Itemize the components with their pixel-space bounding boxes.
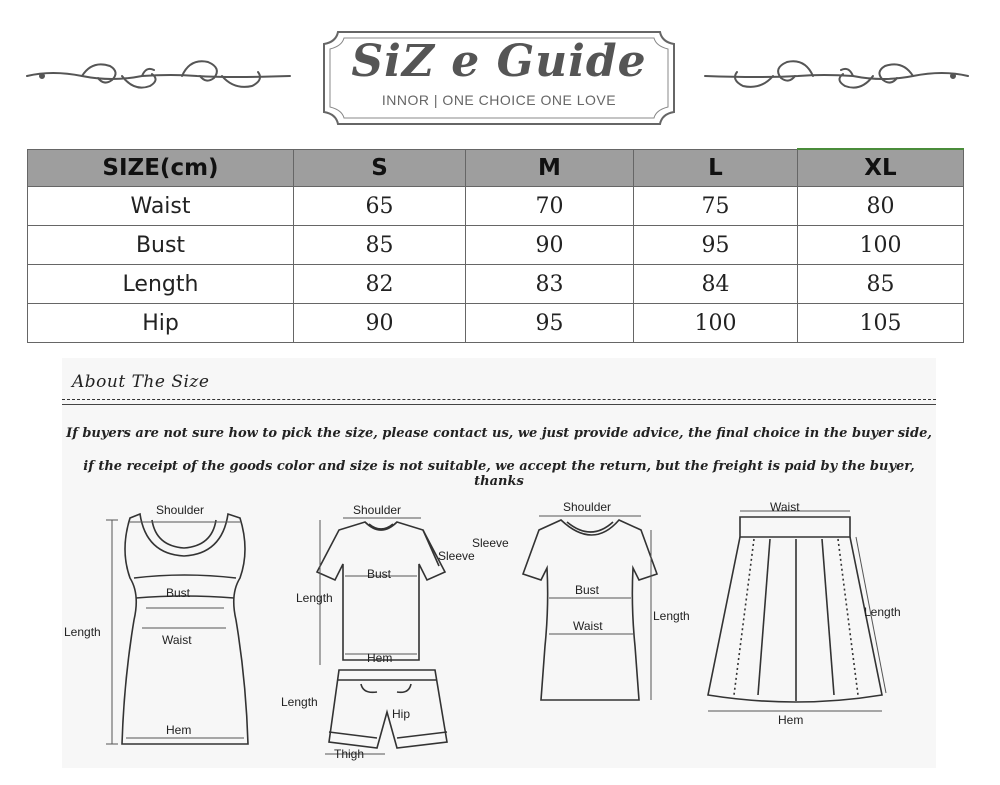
column-header-l: L: [634, 149, 798, 187]
table-cell: 90: [294, 304, 466, 343]
table-cell: 83: [466, 265, 634, 304]
tshirt-label-bust: Bust: [367, 567, 392, 581]
table-cell: 100: [634, 304, 798, 343]
top-label-waist: Waist: [573, 619, 603, 633]
top-label-length: Length: [653, 609, 690, 623]
tshirt-label-hem: Hem: [367, 651, 393, 665]
divider-dashed: [62, 399, 936, 400]
dress-label-bust: Bust: [166, 586, 191, 600]
tshirt-label-length: Length: [296, 591, 333, 605]
skirt-label-hem: Hem: [778, 713, 804, 727]
size-chart-table: [27, 148, 964, 343]
skirt-label-length: Length: [864, 605, 901, 619]
column-header-m: M: [466, 149, 634, 187]
table-row: [28, 304, 964, 343]
table-cell: 95: [466, 304, 634, 343]
table-cell: 85: [294, 226, 466, 265]
dress-label-shoulder: Shoulder: [156, 503, 205, 517]
table-cell: 105: [798, 304, 964, 343]
table-cell: 100: [798, 226, 964, 265]
column-header-s: S: [294, 149, 466, 187]
dress-label-hem: Hem: [166, 723, 192, 737]
table-cell: 85: [798, 265, 964, 304]
skirt-icon: [700, 505, 890, 720]
shorts-label-thigh: Thigh: [334, 747, 365, 761]
column-header-size: SIZE(cm): [28, 149, 294, 187]
dress-label-length: Length: [64, 625, 101, 639]
shorts-label-hip: Hip: [392, 707, 411, 721]
right-flourish-ornament: [698, 52, 973, 98]
shorts-label-length: Length: [281, 695, 318, 709]
table-row: [28, 265, 964, 304]
top-diagram: [515, 510, 665, 710]
table-header-row: [28, 149, 964, 187]
table-cell: 75: [634, 187, 798, 226]
dress-icon: [90, 500, 280, 760]
left-flourish-ornament: [22, 52, 297, 98]
shorts-icon: [325, 666, 455, 758]
tshirt-diagram: [315, 510, 465, 670]
table-cell: 90: [466, 226, 634, 265]
top-label-bust: Bust: [575, 583, 600, 597]
column-header-xl: XL: [798, 149, 964, 187]
table-cell: 80: [798, 187, 964, 226]
table-cell: 95: [634, 226, 798, 265]
skirt-label-waist: Waist: [770, 500, 800, 514]
size-guide-title: SiZ e Guide: [351, 36, 647, 87]
tshirt-label-sleeve: Sleeve: [438, 549, 475, 563]
row-label-waist: Waist: [28, 187, 294, 226]
size-guide-header: [0, 0, 1000, 140]
brand-tagline: INNOR | ONE CHOICE ONE LOVE: [381, 92, 617, 108]
row-label-hip: Hip: [28, 304, 294, 343]
table-cell: 70: [466, 187, 634, 226]
top-icon: [515, 510, 665, 710]
row-label-length: Length: [28, 265, 294, 304]
row-label-bust: Bust: [28, 226, 294, 265]
table-row: [28, 187, 964, 226]
table-row: [28, 226, 964, 265]
size-advice-note: If buyers are not sure how to pick the size, please contact us, we just provide advice, the final choice in the buyer side,: [66, 426, 932, 441]
dress-diagram: [90, 500, 280, 760]
tshirt-label-shoulder: Shoulder: [353, 503, 402, 517]
shorts-diagram: [325, 666, 455, 758]
dress-label-waist: Waist: [162, 633, 192, 647]
skirt-diagram: [700, 505, 890, 720]
top-label-shoulder: Shoulder: [563, 500, 612, 514]
divider-solid: [62, 404, 936, 405]
table-cell: 65: [294, 187, 466, 226]
about-size-title: About The Size: [72, 372, 210, 392]
table-cell: 84: [634, 265, 798, 304]
top-label-sleeve: Sleeve: [472, 536, 509, 550]
return-policy-note: if the receipt of the goods color and size is not suitable, we accept the return, but the freight is paid by the buyer, thanks: [83, 459, 915, 489]
table-cell: 82: [294, 265, 466, 304]
tshirt-icon: [315, 510, 465, 670]
